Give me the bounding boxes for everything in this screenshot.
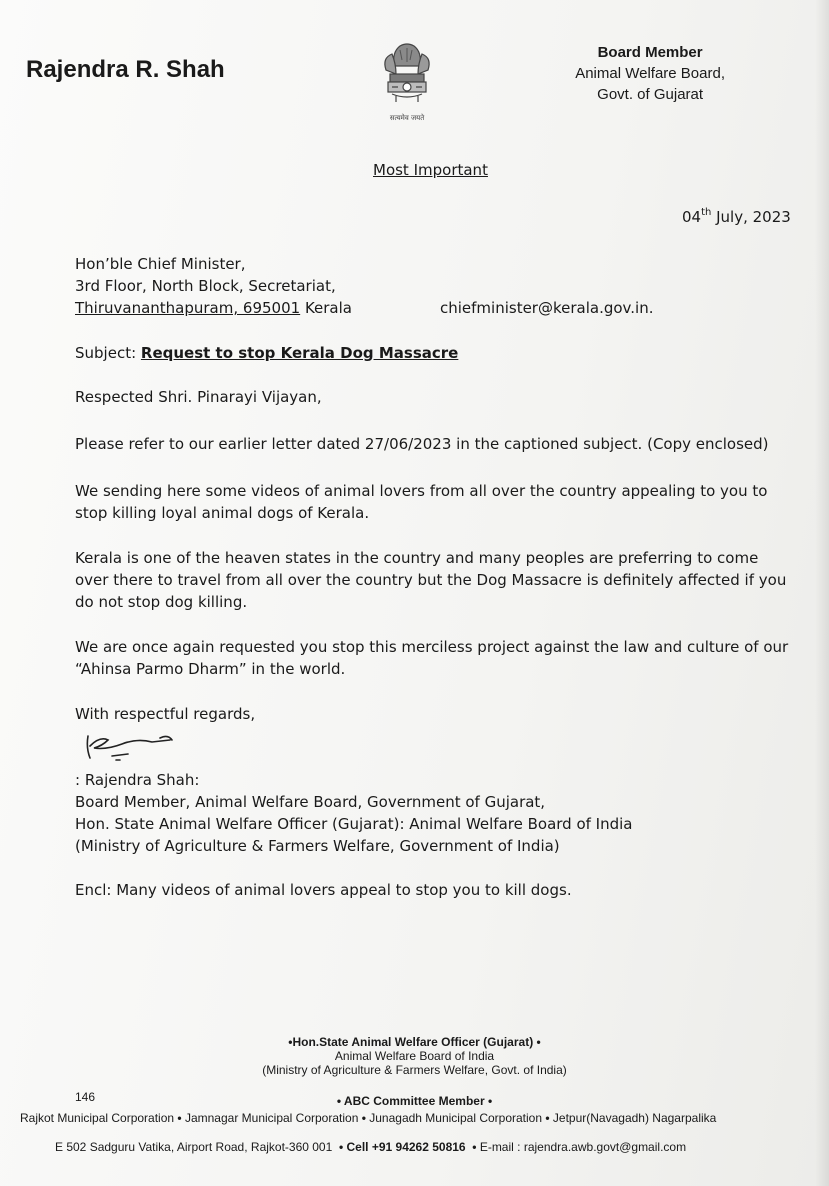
signature-icon xyxy=(82,728,182,770)
recipient-state: Kerala xyxy=(300,299,352,317)
sender-name: Rajendra R. Shah xyxy=(26,56,225,83)
page-shadow xyxy=(815,0,829,1186)
emblem-motto: सत्यमेव जयते xyxy=(389,114,425,122)
recipient-email: chiefminister@kerala.gov.in. xyxy=(440,299,654,317)
body-paragraph: Kerala is one of the heaven states in the country and many peoples are preferring to come over there to travel from all over the country but the Dog Massacre is definitely affected if you do not stop dog killing. xyxy=(75,549,787,611)
header-designation xyxy=(575,42,725,105)
recipient-line: Hon’ble Chief Minister, xyxy=(75,255,246,273)
footer-address: E 502 Sadguru Vatika, Airport Road, Rajkot-360 001 xyxy=(55,1140,333,1154)
enclosure-note: Encl: Many videos of animal lovers appeal to stop you to kill dogs. xyxy=(75,881,572,899)
footer-abc: • ABC Committee Member • xyxy=(336,1094,493,1108)
footer-officer: •Hon.State Animal Welfare Officer (Gujarat) • xyxy=(288,1035,541,1049)
footer-contact: E 502 Sadguru Vatika, Airport Road, Rajkot-360 001 • Cell +91 94262 50816 • E-mail : rajendra.awb.govt@gmail.com xyxy=(55,1140,687,1154)
footer-email: E-mail : rajendra.awb.govt@gmail.com xyxy=(479,1140,687,1154)
footer-board: Animal Welfare Board of India xyxy=(334,1049,495,1063)
body-paragraph: We are once again requested you stop this merciless project against the law and culture of our “Ahinsa Parmo Dharm” in the world. xyxy=(75,638,789,678)
body-paragraph: We sending here some videos of animal lovers from all over the country appealing to you to stop killing loyal animal dogs of Kerala. xyxy=(75,482,768,522)
national-emblem-icon xyxy=(372,36,442,124)
signatory-line: Hon. State Animal Welfare Officer (Gujarat): Animal Welfare Board of India xyxy=(75,815,633,833)
footer-ministry: (Ministry of Agriculture & Farmers Welfare, Govt. of India) xyxy=(262,1063,567,1077)
designation-line: Govt. of Gujarat xyxy=(597,86,704,103)
subject-label: Subject: xyxy=(75,344,141,362)
signatory-line: (Ministry of Agriculture & Farmers Welfare, Government of India) xyxy=(75,837,560,855)
salutation: Respected Shri. Pinarayi Vijayan, xyxy=(75,388,322,406)
recipient-city: Thiruvananthapuram, 695001 xyxy=(75,299,301,317)
subject-text: Request to stop Kerala Dog Massacre xyxy=(140,344,459,362)
designation-line: Animal Welfare Board, xyxy=(575,65,725,82)
signatory-line: : Rajendra Shah: xyxy=(75,771,200,789)
body-paragraph: Please refer to our earlier letter dated 27/06/2023 in the captioned subject. (Copy enclosed) xyxy=(75,435,769,453)
signatory-line: Board Member, Animal Welfare Board, Government of Gujarat, xyxy=(75,793,546,811)
date-rest: July, 2023 xyxy=(711,208,791,226)
closing: With respectful regards, xyxy=(75,705,256,723)
subject-line xyxy=(75,342,458,364)
letter-date xyxy=(682,206,791,228)
recipient-line: 3rd Floor, North Block, Secretariat, xyxy=(75,277,336,295)
page-number: 146 xyxy=(75,1090,96,1104)
footer-cell: Cell +91 94262 50816 xyxy=(346,1140,466,1154)
date-suffix: th xyxy=(701,207,712,218)
priority-label: Most Important xyxy=(373,161,488,179)
recipient-city-line xyxy=(75,297,352,319)
footer-officer-block xyxy=(0,1035,829,1077)
date-day: 04 xyxy=(682,208,702,226)
footer-corporations: Rajkot Municipal Corporation • Jamnagar Municipal Corporation • Junagadh Municipal Corporation • Jetpur(Navagadh) Nagarpalika xyxy=(20,1111,717,1125)
designation-line: Board Member xyxy=(597,44,703,61)
